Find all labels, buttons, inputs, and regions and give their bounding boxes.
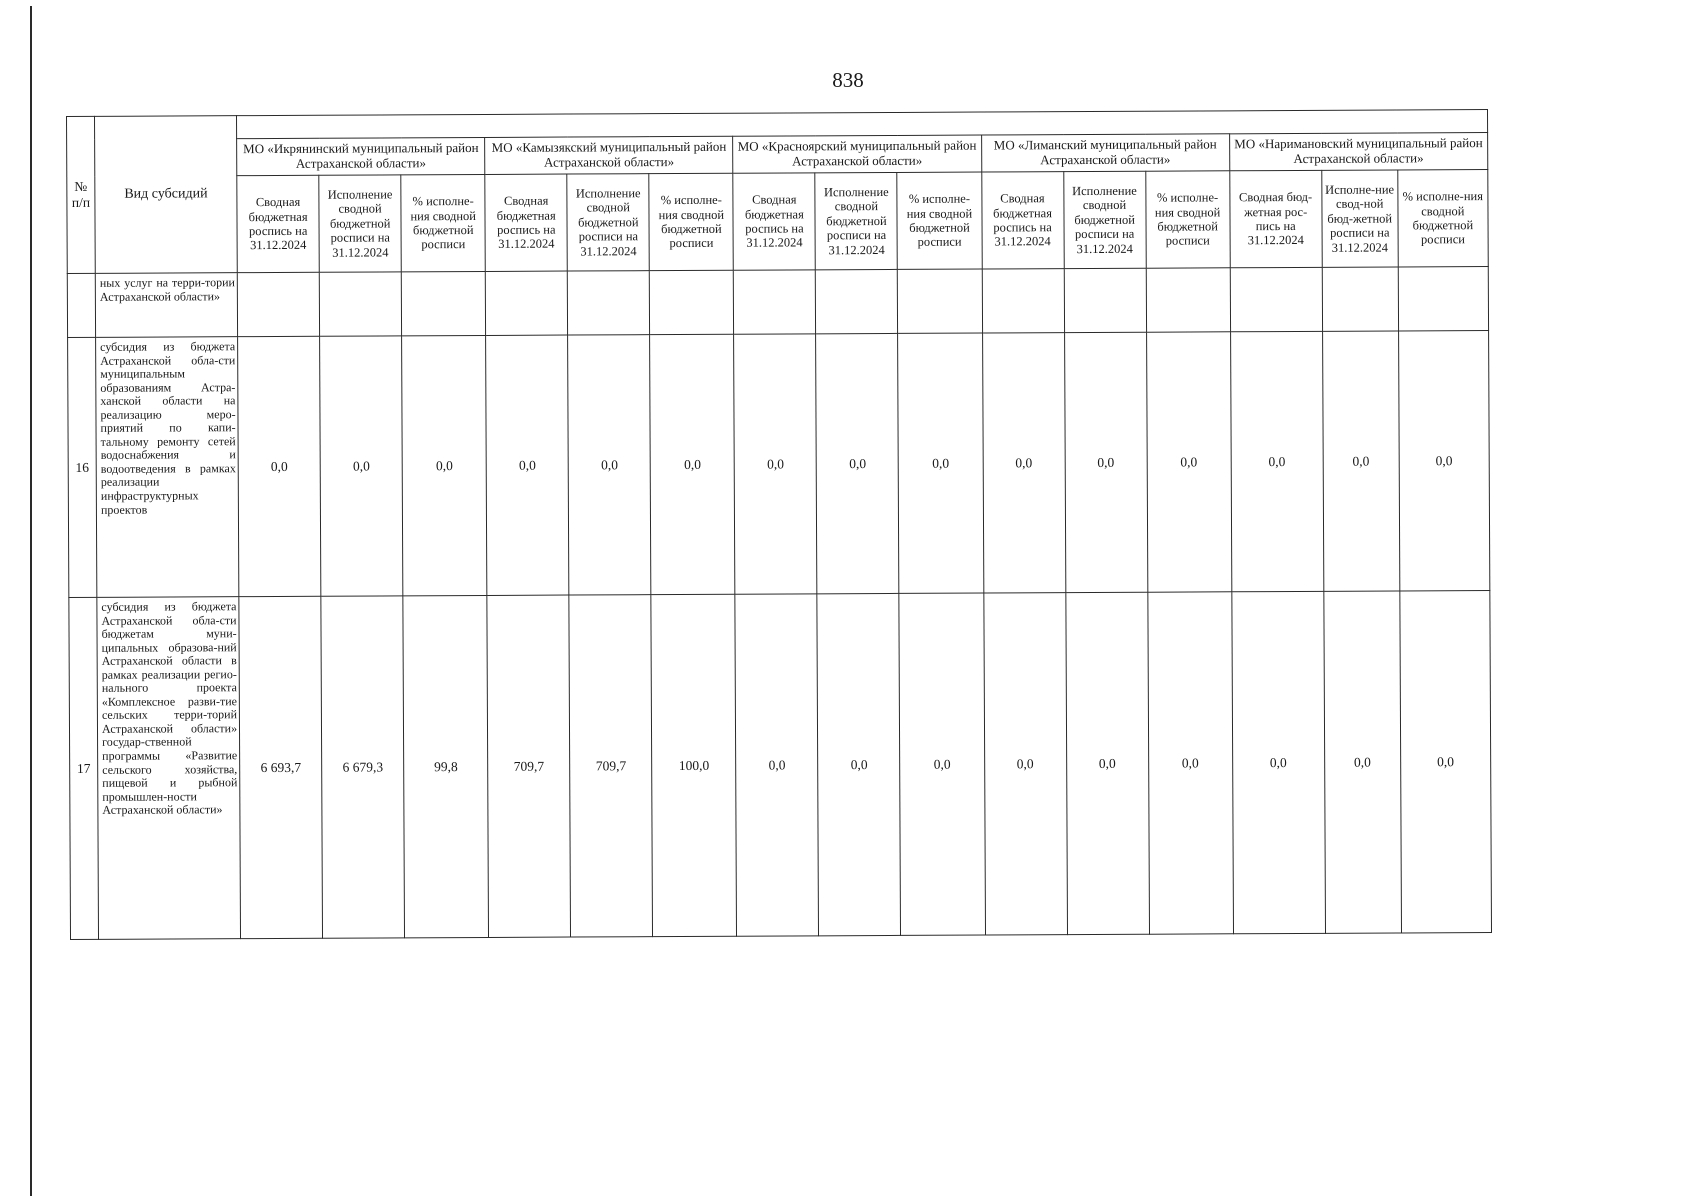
value-cell: 0,0 <box>735 594 819 936</box>
col-header-number: № п/п <box>67 116 96 273</box>
value-cell <box>319 272 401 336</box>
table-row <box>69 591 1492 940</box>
value-cell <box>1146 268 1230 332</box>
value-cell <box>816 269 898 333</box>
municipality-header: МО «Красноярский муниципальный район Астраханской области» <box>733 135 981 173</box>
value-cell: 0,0 <box>486 335 569 595</box>
value-cell: 709,7 <box>487 595 571 937</box>
subsidy-description: субсидия из бюджета Астраханской обла-сти муниципальным образованиям Астра-ханской области на реализацию меро-приятий по капи-тальному ремонту сетей водоснабжения и водоотведения в рамках реализации инфраструктурных проектов <box>96 337 239 598</box>
column-subheader-row <box>67 170 1488 274</box>
column-subheader: Исполнение сводной бюджетной росписи на 31.12.2024 <box>567 174 650 271</box>
column-subheader: Сводная бюджетная роспись на 31.12.2024 <box>485 174 568 271</box>
value-cell: 0,0 <box>320 336 403 596</box>
municipality-header: МО «Наримановский муниципальный район Астраханской области» <box>1229 133 1488 171</box>
subsidy-description: ных услуг на терри-тории Астраханской области» <box>95 273 237 338</box>
value-cell: 0,0 <box>898 333 983 593</box>
column-subheader: Сводная бюджетная роспись на 31.12.2024 <box>237 175 320 272</box>
value-cell: 99,8 <box>403 595 489 937</box>
row-number: 16 <box>68 337 97 597</box>
value-cell: 0,0 <box>1147 592 1233 934</box>
column-subheader: Исполнение сводной бюджетной росписи на 31.12.2024 <box>815 172 898 269</box>
value-cell: 0,0 <box>1064 332 1147 592</box>
value-cell <box>401 271 485 335</box>
value-cell: 0,0 <box>1065 592 1149 934</box>
column-subheader: Сводная бюд-жетная рос-пись на 31.12.2024 <box>1229 170 1322 267</box>
page-number: 838 <box>832 68 864 92</box>
value-cell <box>1230 267 1322 331</box>
value-cell: 0,0 <box>983 593 1067 935</box>
table-body <box>67 267 1491 940</box>
column-subheader: Сводная бюджетная роспись на 31.12.2024 <box>733 173 816 270</box>
column-subheader: % исполне-ния сводной бюджетной росписи <box>1398 170 1489 267</box>
value-cell <box>237 272 319 336</box>
column-subheader: % исполне-ния сводной бюджетной росписи <box>1145 171 1230 268</box>
column-subheader: Сводная бюджетная роспись на 31.12.2024 <box>981 172 1064 269</box>
value-cell: 0,0 <box>982 333 1065 593</box>
value-cell: 0,0 <box>1324 591 1402 933</box>
value-cell <box>1398 267 1489 331</box>
page-margin-line <box>30 6 32 1196</box>
value-cell <box>982 269 1064 333</box>
value-cell: 100,0 <box>651 594 737 936</box>
value-cell: 0,0 <box>1400 591 1492 933</box>
value-cell: 0,0 <box>238 336 321 596</box>
value-cell <box>898 269 982 333</box>
value-cell: 0,0 <box>899 593 985 935</box>
subsidy-table-wrapper <box>66 109 1492 940</box>
value-cell <box>734 270 816 334</box>
value-cell: 0,0 <box>1146 332 1231 592</box>
value-cell <box>485 271 567 335</box>
column-subheader: % исполне-ния сводной бюджетной росписи <box>401 174 486 271</box>
column-subheader: Исполне-ние свод-ной бюд-жетной росписи на 31.12.2024 <box>1321 170 1398 267</box>
row-number: 17 <box>69 597 99 939</box>
value-cell <box>1064 268 1146 332</box>
value-cell: 0,0 <box>402 335 487 595</box>
value-cell: 0,0 <box>816 333 899 593</box>
value-cell <box>568 271 650 335</box>
value-cell: 6 693,7 <box>239 596 323 938</box>
value-cell <box>650 270 734 334</box>
value-cell: 0,0 <box>1230 331 1323 591</box>
municipality-header: МО «Икрянинский муниципальный район Астраханской области» <box>237 137 485 175</box>
municipality-header: МО «Камызякский муниципальный район Астраханской области» <box>485 136 733 174</box>
value-cell <box>1322 267 1398 331</box>
value-cell: 0,0 <box>1231 591 1325 933</box>
value-cell: 0,0 <box>1322 331 1399 591</box>
subsidy-description: субсидия из бюджета Астраханской обла-сти бюджетам муни-ципальных образова-ний Астраханской области в рамках реализации регио-нального проекта «Комплексное разви-тие сельских терри-торий Астраханской области» государ-ственной программы «Развитие сельского хозяйства, пищевой и рыбной промышлен-ности Астраханской области» <box>97 597 241 940</box>
col-header-kind: Вид субсидий <box>95 116 238 274</box>
row-number <box>67 273 95 337</box>
value-cell: 0,0 <box>817 593 901 935</box>
column-subheader: Исполнение сводной бюджетной росписи на 31.12.2024 <box>319 175 402 272</box>
table-row <box>68 331 1490 598</box>
column-subheader: % исполне-ния сводной бюджетной росписи <box>897 172 982 269</box>
value-cell: 6 679,3 <box>321 596 405 938</box>
column-subheader: % исполне-ния сводной бюджетной росписи <box>649 173 734 270</box>
value-cell: 0,0 <box>650 334 735 594</box>
municipality-header: МО «Лиманский муниципальный район Астраханской области» <box>981 134 1229 172</box>
subsidy-table <box>66 109 1492 940</box>
table-row <box>67 267 1488 338</box>
value-cell: 709,7 <box>569 595 653 937</box>
value-cell: 0,0 <box>734 334 817 594</box>
value-cell: 0,0 <box>1398 331 1490 591</box>
value-cell: 0,0 <box>568 335 651 595</box>
column-subheader: Исполнение сводной бюджетной росписи на 31.12.2024 <box>1063 171 1146 268</box>
